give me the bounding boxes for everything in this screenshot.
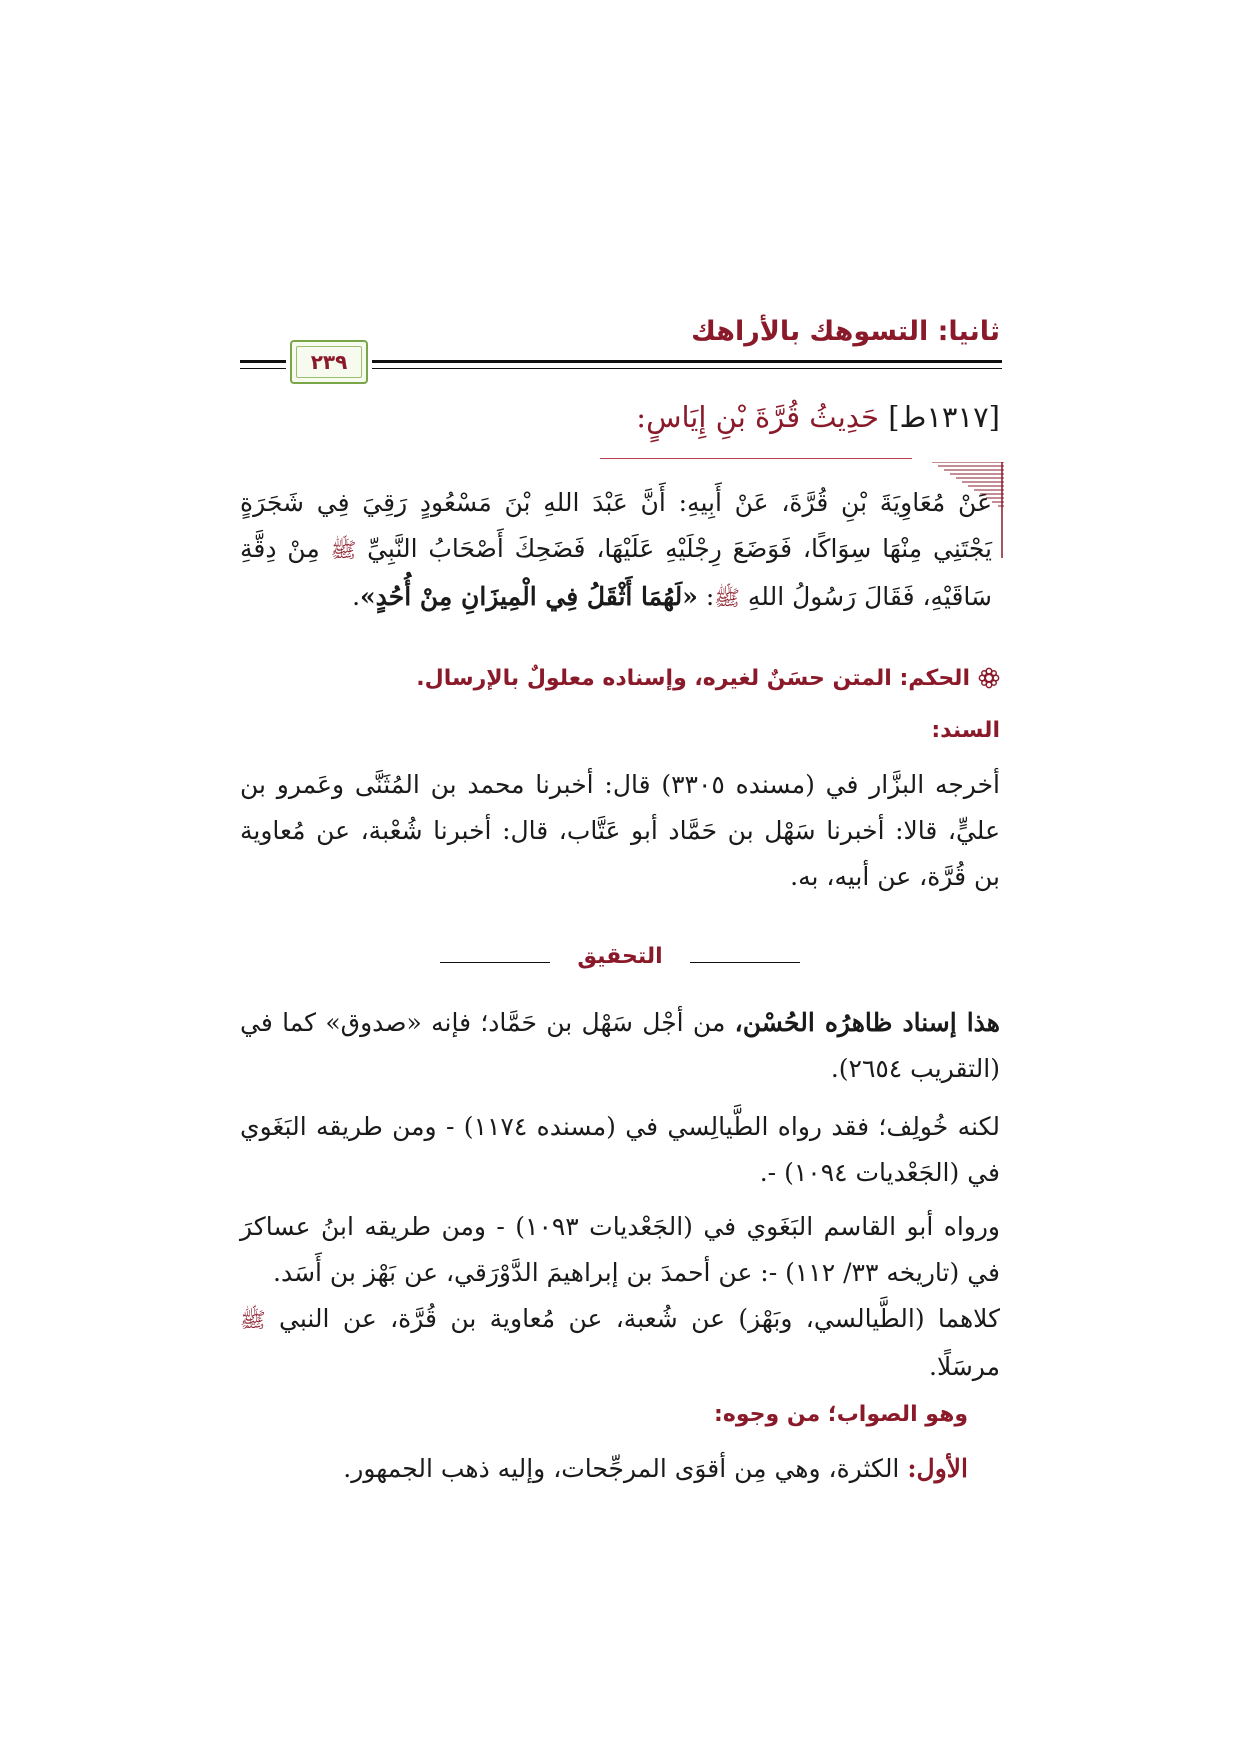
tahqiq-divider <box>440 944 800 978</box>
running-title: ثانيا: التسوهك بالأراهك <box>691 316 1000 347</box>
hadith-heading <box>636 400 1000 434</box>
salawat-mark-3: ﷺ <box>240 1308 266 1333</box>
header-rule-left-thin <box>240 368 286 369</box>
tahqiq-p5-lead: الأول: <box>907 1454 968 1483</box>
tahqiq-title: التحقيق <box>577 944 663 969</box>
salawat-mark: ﷺ <box>330 538 357 563</box>
hadith-matn <box>240 480 992 622</box>
sanad-label: السند: <box>931 718 1000 743</box>
page-number-badge <box>290 340 368 384</box>
matn-end: . <box>352 582 361 611</box>
header-rule-thick <box>372 360 1002 363</box>
matn-text-2: مِنْ دِقَّةِ سَاقَيْهِ، فَقَالَ رَسُولُ اللهِ <box>240 534 992 611</box>
tahqiq-paragraph-2: لكنه خُولِف؛ فقد رواه الطَّيالِسي في (مسنده ١١٧٤) - ومن طريقه البَغَوي في (الجَعْديات ١٠٩٤) -. <box>240 1112 1000 1187</box>
hadith-number: [١٣١٧ط] <box>888 400 1000 434</box>
tahqiq-paragraph-5 <box>240 1446 968 1492</box>
matn-text: عَنْ مُعَاوِيَةَ بْنِ قُرَّةَ، عَنْ أَبِيهِ: أَنَّ عَبْدَ اللهِ بْنَ مَسْعُودٍ رَقِيَ فِي شَجَرَةٍ يَجْتَنِي مِنْهَا سِوَاكًا، فَوَضَعَ رِجْلَيْهِ عَلَيْهَا، فَضَحِكَ أَصْحَابُ النَّبِيِّ <box>240 488 993 563</box>
divider-line-right <box>690 962 800 963</box>
heading-underline <box>600 458 912 459</box>
tahqiq-p5-text: الكثرة، وهي مِن أقوَى المرجِّحات، وإليه ذهب الجمهور. <box>343 1454 908 1483</box>
matn-quote: «لَهُمَا أَثْقَلُ فِي الْمِيزَانِ مِنْ أُحُدٍ» <box>360 582 698 611</box>
ruling-label: الحكم: <box>899 666 970 691</box>
tahqiq-p1-rest: من أجْل سَهْل بن حَمَّاد؛ فإنه «صدوق» كما في (التقريب ٢٦٥٤). <box>240 1008 1000 1083</box>
hadith-name: حَدِيثُ قُرَّةَ بْنِ إِيَاسٍ: <box>636 400 879 434</box>
tahqiq-subheading: وهو الصواب؛ من وجوه: <box>714 1402 968 1427</box>
tahqiq-paragraph-1 <box>240 1000 1000 1092</box>
tahqiq-p1-bold: هذا إسناد ظاهرُه الحُسْن، <box>734 1008 1000 1037</box>
page-number: ٢٣٩ <box>310 350 348 374</box>
ruling-line <box>416 666 1000 691</box>
ruling-text: المتن حسَنٌ لغيره، وإسناده معلولٌ بالإرسال. <box>416 666 892 691</box>
divider-line-left <box>440 962 550 963</box>
matn-colon: : <box>705 582 715 611</box>
sanad-text: أخرجه البزَّار في (مسنده ٣٣٠٥) قال: أخبرنا محمد بن المُثَنَّى وعَمرو بن عليٍّ، قالا: أخبرنا سَهْل بن حَمَّاد أبو عَتَّاب، قال: أخبرنا شُعْبة، عن مُعاوية بن قُرَّة، عن أبيه، به. <box>240 770 1000 891</box>
flower-ornament-icon <box>978 667 1000 689</box>
salawat-mark-2: ﷺ <box>714 586 740 611</box>
tahqiq-p4-text: كلاهما (الطَّيالسي، وبَهْز) عن شُعبة، عن مُعاوية بن قُرَّة، عن النبي <box>279 1304 1000 1333</box>
tahqiq-p4-end: مرسَلًا. <box>929 1352 1000 1381</box>
header-rule-thin <box>372 368 1002 369</box>
tahqiq-paragraph-4 <box>240 1296 1000 1390</box>
header-rule-left-thick <box>240 360 286 363</box>
tahqiq-paragraph-3: ورواه أبو القاسم البَغَوي في (الجَعْديات ١٠٩٣) - ومن طريقه ابنُ عساكرَ في (تاريخه ٣٣/ ١١٢) -: عن أحمدَ بن إبراهيمَ الدَّوْرَقي، عن بَهْز بن أَسَد. <box>240 1212 1000 1287</box>
